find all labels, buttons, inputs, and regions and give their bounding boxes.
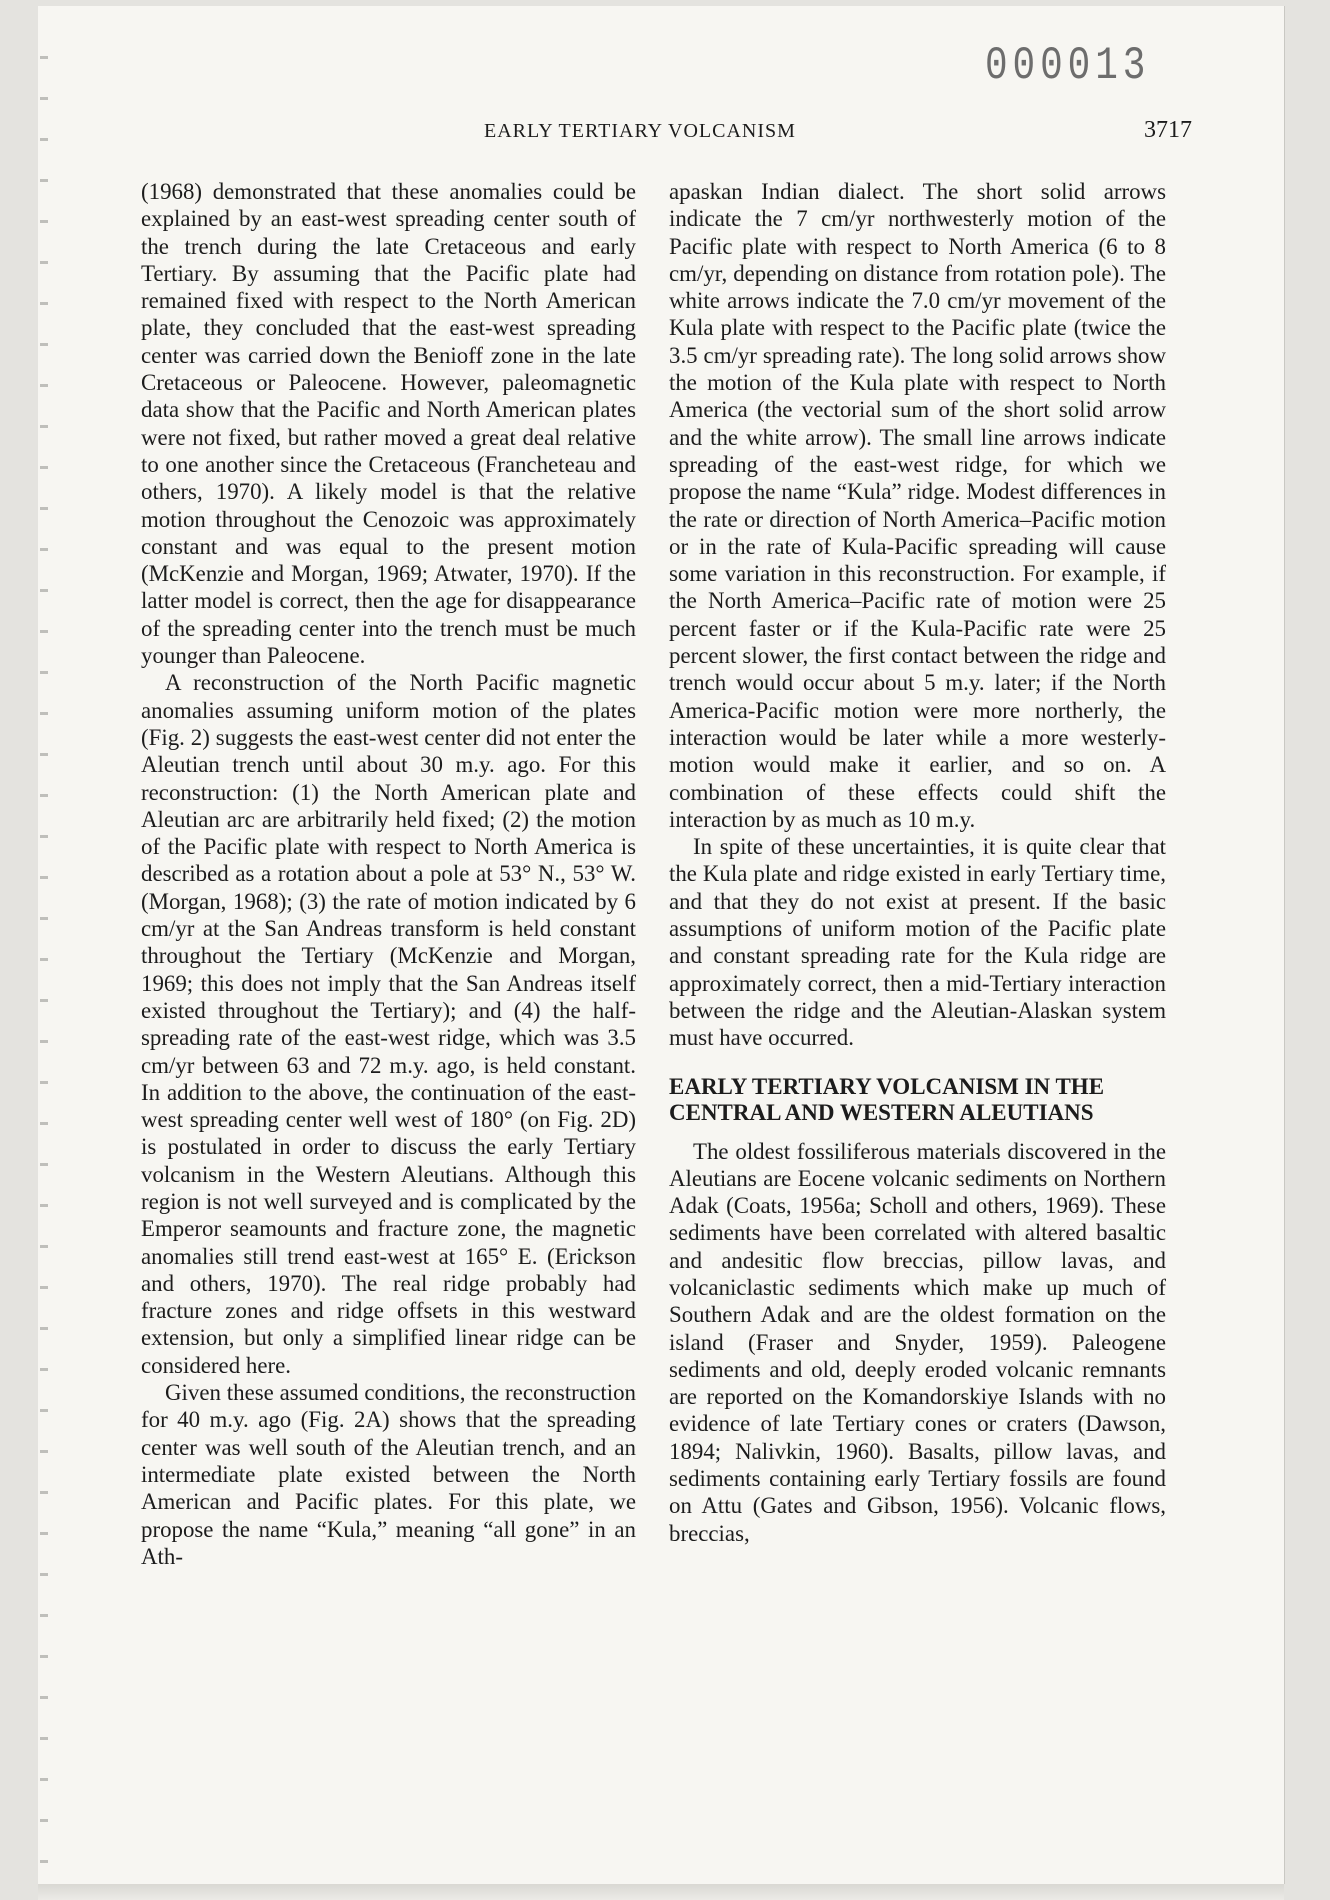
binding-edge-marks [40, 30, 48, 1880]
left-column [141, 178, 636, 1570]
paragraph: apaskan Indian dialect. The short solid arrows indicate the 7 cm/yr northwesterly motion of the Pacific plate with respect to North America (6 to 8 cm/yr, depending on distance from rotation pole). The white arrows indicate the 7.0 cm/yr movement of the Kula plate with respect to the Pacific plate (twice the 3.5 cm/yr spreading rate). The long solid arrows show the motion of the Kula plate with respect to North America (the vectorial sum of the short solid arrow and the white arrow). The small line arrows indicate spreading of the east-west ridge, for which we propose the name “Kula” ridge. Modest differences in the rate or direction of North America–Pacific motion or in the rate of Kula-Pacific spreading will cause some variation in this reconstruction. For example, if the North America–Pacific rate of motion were 25 percent faster or if the Kula-Pacific rate were 25 percent slower, the first contact between the ridge and trench would occur about 5 m.y. later; if the North America-Pacific motion were more northerly, the interaction would be later while a more westerly-motion would make it earlier, and so on. A combination of these effects could shift the interaction by as much as 10 m.y. [669, 179, 1166, 832]
paragraph: A reconstruction of the North Pacific magnetic anomalies assuming uniform motion of the plates (Fig. 2) suggests the east-west center did not enter the Aleutian trench until about 30 m.y. ago. For this reconstruction: (1) the North American plate and Aleutian arc are arbitrarily held fixed; (2) the motion of the Pacific plate with respect to North America is described as a rotation about a pole at 53° N., 53° W. (Morgan, 1968); (3) the rate of motion indicated by 6 cm/yr at the San Andreas transform is held constant throughout the Tertiary (McKenzie and Morgan, 1969; this does not imply that the San Andreas itself existed throughout the Tertiary); and (4) the half-spreading rate of the east-west ridge, which was 3.5 cm/yr between 63 and 72 m.y. ago, is held constant. In addition to the above, the continuation of the east-west spreading center well west of 180° (on Fig. 2D) is postulated in order to discuss the early Tertiary volcanism in the Western Aleutians. Although this region is not well surveyed and is complicated by the Emperor seamounts and fracture zone, the magnetic anomalies still trend east-west at 165° E. (Erickson and others, 1970). The real ridge probably had fracture zones and ridge offsets in this westward extension, but only a simplified linear ridge can be considered here. [141, 670, 636, 1378]
right-column [669, 178, 1166, 1547]
page-number: 3717 [1144, 117, 1192, 143]
paragraph: Given these assumed conditions, the reconstruction for 40 m.y. ago (Fig. 2A) shows that the spreading center was well south of the Aleutian trench, and an intermediate plate existed between the North American and Pacific plates. For this plate, we propose the name “Kula,” meaning “all gone” in an Ath- [141, 1380, 636, 1569]
paragraph: In spite of these uncertainties, it is quite clear that the Kula plate and ridge existed in early Tertiary time, and that they do not exist at present. If the basic assumptions of uniform motion of the Pacific plate and constant spreading rate for the Kula ridge are approximately correct, then a mid-Tertiary interaction between the ridge and the Aleutian-Alaskan system must have occurred. [669, 834, 1166, 1051]
running-head-title: EARLY TERTIARY VOLCANISM [484, 120, 796, 142]
paragraph: (1968) demonstrated that these anomalies could be explained by an east-west spreading center south of the trench during the late Cretaceous and early Tertiary. By assuming that the Pacific plate had remained fixed with respect to the North American plate, they concluded that the east-west spreading center was carried down the Benioff zone in the late Cretaceous or Paleocene. However, paleomagnetic data show that the Pacific and North American plates were not fixed, but rather moved a great deal relative to one another since the Cretaceous (Francheteau and others, 1970). A likely model is that the relative motion throughout the Cenozoic was approximately constant and was equal to the present motion (McKenzie and Morgan, 1969; Atwater, 1970). If the latter model is correct, then the age for disappearance of the spreading center into the trench must be much younger than Paleocene. [141, 179, 636, 669]
page-stamp-number: 000013 [985, 40, 1151, 92]
page-edge-shadow [38, 1884, 1284, 1900]
paragraph: The oldest fossiliferous materials discovered in the Aleutians are Eocene volcanic sediments on Northern Adak (Coats, 1956a; Scholl and others, 1969). These sediments have been correlated with altered basaltic and andesitic flow breccias, pillow lavas, and volcaniclastic sediments which make up much of Southern Adak and are the oldest formation on the island (Fraser and Snyder, 1959). Paleogene sediments and old, deeply eroded volcanic remnants are reported on the Komandorskiye Islands with no evidence of late Tertiary cones or craters (Dawson, 1894; Nalivkin, 1960). Basalts, pillow lavas, and sediments containing early Tertiary fossils are found on Attu (Gates and Gibson, 1956). Volcanic flows, breccias, [669, 1138, 1166, 1546]
section-heading: EARLY TERTIARY VOLCANISM IN THE CENTRAL AND WESTERN ALEUTIANS [669, 1073, 1105, 1125]
